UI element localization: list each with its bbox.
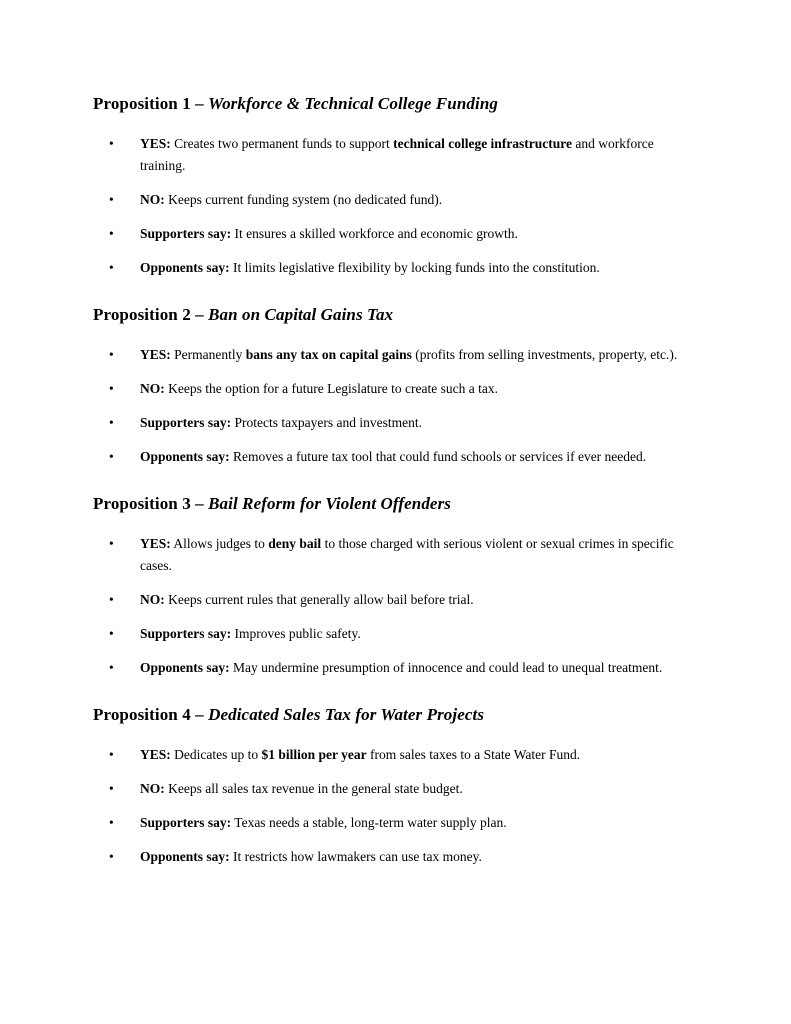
bullet-text-run: Protects taxpayers and investment. [231,415,422,430]
bullet-text-run-bold: NO: [140,192,165,207]
proposition-section [93,305,701,468]
bullet-text-run: Creates two permanent funds to support [170,136,394,151]
bullet-text-run-bold: Supporters say: [140,815,232,830]
bullet-text-run-bold: Opponents say: [140,849,230,864]
proposition-heading-title: Ban on Capital Gains Tax [208,305,394,324]
bullet-item [93,623,701,645]
bullet-text-run: May undermine presumption of innocence and could lead to unequal treatment. [229,660,663,675]
bullet-text [140,189,701,211]
bullet-marker: • [109,626,114,641]
bullet-item [93,812,701,834]
bullet-text-run: It ensures a skilled workforce and economic growth. [231,226,518,241]
bullet-text [140,446,701,468]
proposition-heading [93,494,701,514]
bullet-marker: • [109,449,114,464]
bullet-item [93,223,701,245]
proposition-heading-title: Dedicated Sales Tax for Water Projects [208,705,485,724]
bullet-text-run: Allows judges to [170,536,269,551]
proposition-heading-prefix: Proposition 2 – [93,305,209,324]
bullet-marker: • [109,536,114,551]
bullet-text-run-bold: NO: [140,381,165,396]
bullet-text-run-bold: Supporters say: [140,226,232,241]
bullet-text-run-bold: technical college infrastructure [393,136,573,151]
bullet-text-run: Keeps the option for a future Legislature to create such a tax. [164,381,498,396]
bullet-text-run: to those charged with serious violent or sexual crimes in specific cases. [140,536,674,573]
bullet-text-run-bold: Opponents say: [140,260,230,275]
bullet-item [93,657,701,679]
proposition-heading-prefix: Proposition 4 – [93,705,209,724]
bullet-text-run: and workforce training. [140,136,654,173]
proposition-bullet-list [93,744,701,868]
proposition-bullet-list [93,533,701,679]
bullet-text-run-bold: YES: [140,347,171,362]
bullet-marker: • [109,136,114,151]
bullet-marker: • [109,815,114,830]
bullet-item [93,744,701,766]
bullet-text [140,846,701,868]
bullet-item [93,846,701,868]
proposition-heading-title: Bail Reform for Violent Offenders [208,494,451,513]
bullet-item [93,344,701,366]
bullet-text-run-bold: NO: [140,592,165,607]
proposition-section [93,705,701,868]
bullet-item [93,133,701,177]
bullet-text [140,589,701,611]
proposition-heading-title: Workforce & Technical College Funding [208,94,498,113]
bullet-marker: • [109,192,114,207]
bullet-text-run-bold: deny bail [268,536,322,551]
bullet-text-run: Dedicates up to [170,747,262,762]
bullet-item [93,446,701,468]
bullet-marker: • [109,415,114,430]
bullet-text [140,133,701,177]
bullet-text [140,657,701,679]
bullet-text-run: It limits legislative flexibility by locking funds into the constitution. [229,260,600,275]
bullet-text-run: It restricts how lawmakers can use tax money. [229,849,482,864]
bullet-marker: • [109,260,114,275]
bullet-item [93,589,701,611]
bullet-text [140,412,701,434]
proposition-heading-prefix: Proposition 1 – [93,94,209,113]
proposition-section [93,94,701,279]
bullet-text-run-bold: Opponents say: [140,449,230,464]
bullet-text [140,533,701,577]
bullet-text-run-bold: $1 billion per year [261,747,367,762]
bullet-text [140,778,701,800]
bullet-marker: • [109,660,114,675]
bullet-item [93,378,701,400]
proposition-heading [93,305,701,325]
bullet-marker: • [109,347,114,362]
proposition-bullet-list [93,344,701,468]
bullet-text-run: Permanently [170,347,246,362]
bullet-text-run: from sales taxes to a State Water Fund. [366,747,581,762]
bullet-text-run-bold: YES: [140,136,171,151]
bullet-text-run: (profits from selling investments, property, etc.). [411,347,678,362]
bullet-text [140,344,701,366]
bullet-text-run: Keeps current rules that generally allow bail before trial. [164,592,474,607]
bullet-text-run: Removes a future tax tool that could fund schools or services if ever needed. [229,449,647,464]
proposition-heading [93,705,701,725]
proposition-bullet-list [93,133,701,279]
bullet-text [140,257,701,279]
proposition-section [93,494,701,679]
bullet-text-run-bold: YES: [140,747,171,762]
bullet-text [140,378,701,400]
bullet-text [140,623,701,645]
bullet-item [93,533,701,577]
proposition-heading-prefix: Proposition 3 – [93,494,209,513]
bullet-text-run: Texas needs a stable, long-term water supply plan. [231,815,507,830]
bullet-marker: • [109,381,114,396]
bullet-marker: • [109,781,114,796]
bullet-text [140,744,701,766]
bullet-item [93,778,701,800]
bullet-text-run-bold: YES: [140,536,171,551]
proposition-heading [93,94,701,114]
bullet-item [93,257,701,279]
bullet-text-run-bold: Supporters say: [140,415,232,430]
bullet-text-run: Keeps all sales tax revenue in the general state budget. [164,781,463,796]
bullet-marker: • [109,226,114,241]
bullet-text-run: Improves public safety. [231,626,361,641]
bullet-text [140,223,701,245]
bullet-marker: • [109,747,114,762]
bullet-text-run-bold: Opponents say: [140,660,230,675]
bullet-text-run-bold: bans any tax on capital gains [245,347,412,362]
bullet-item [93,189,701,211]
bullet-marker: • [109,592,114,607]
bullet-item [93,412,701,434]
bullet-text-run: Keeps current funding system (no dedicated fund). [164,192,443,207]
bullet-text-run-bold: NO: [140,781,165,796]
bullet-marker: • [109,849,114,864]
bullet-text [140,812,701,834]
bullet-text-run-bold: Supporters say: [140,626,232,641]
